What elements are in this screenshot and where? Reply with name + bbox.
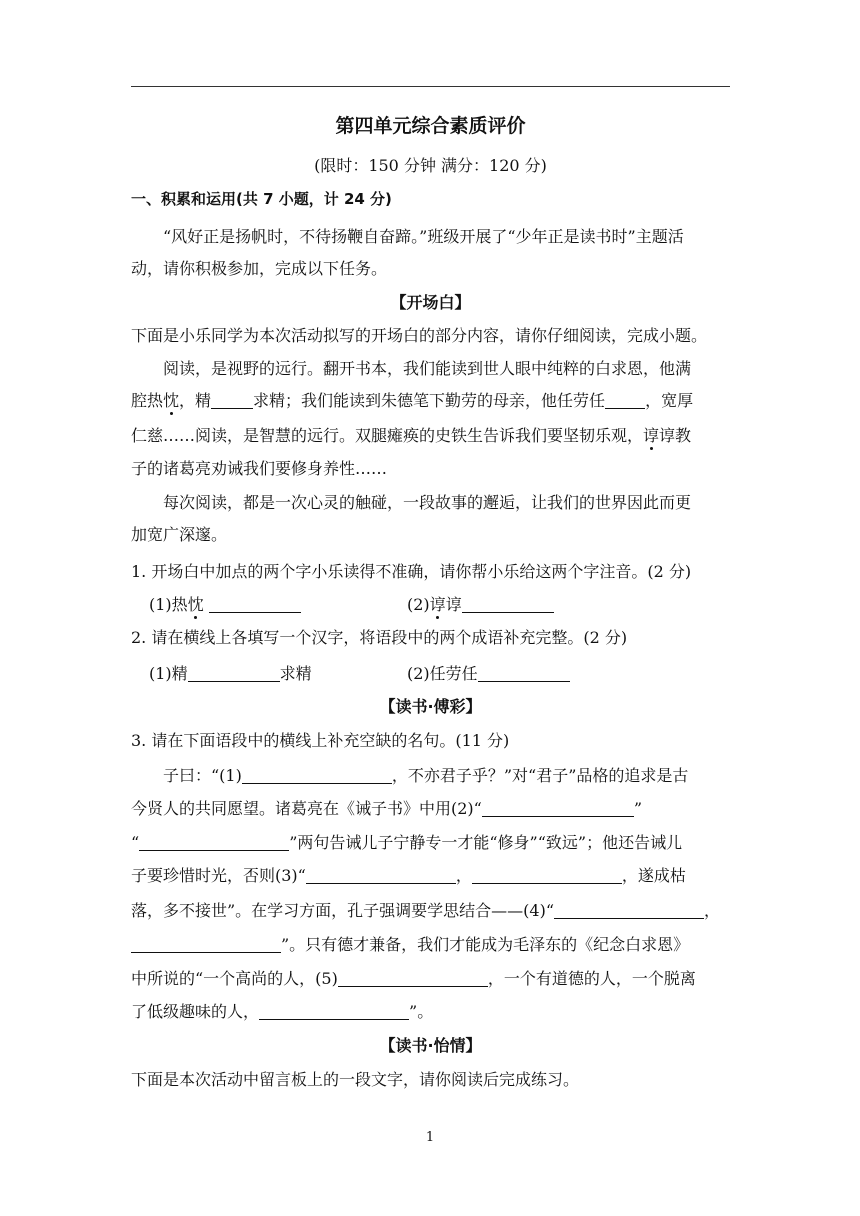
heading-kaichangbai: 【开场白】 xyxy=(390,293,471,312)
passage-line-1: 阅读，是视野的远行。翻开书本，我们能读到世人眼中纯粹的白求恩，他满 xyxy=(163,359,692,378)
heading-dushu-chuancai: 【读书·傅彩】 xyxy=(379,697,482,716)
passage-line-6: 加宽广深邃。 xyxy=(131,525,228,544)
answer-blank[interactable] xyxy=(188,665,280,682)
answer-blank[interactable] xyxy=(139,834,289,851)
passage-line-3: 仁慈……阅读，是智慧的远行。双腿瘫痪的史铁生告诉我们要坚韧乐观，谆谆教 xyxy=(131,426,692,445)
dotted-char: 谆 xyxy=(643,426,660,445)
q3-line-2: 今贤人的共同愿望。诸葛亮在《诫子书》中用(2)“ ” xyxy=(131,799,643,818)
question-3: 3. 请在下面语段中的横线上补充空缺的名句。(11 分) xyxy=(131,731,510,750)
answer-blank[interactable] xyxy=(306,867,456,884)
question-2-answers: (1)精 求精 (2)任劳任 xyxy=(131,663,730,685)
page-number: 1 xyxy=(425,1130,435,1145)
answer-blank[interactable] xyxy=(338,970,488,987)
q3-line-6: ”。只有德才兼备，我们才能成为毛泽东的《纪念白求恩》 xyxy=(131,934,730,956)
section-heading: 一、积累和运用(共 7 小题，计 24 分) xyxy=(131,190,392,208)
answer-blank[interactable] xyxy=(554,902,704,919)
q3-line-7: 中所说的“一个高尚的人，(5) ，一个有道德的人，一个脱离 xyxy=(131,969,696,988)
passage-line-4: 子的诸葛亮劝诫我们要修身养性…… xyxy=(131,459,388,478)
answer-blank[interactable] xyxy=(472,867,622,884)
question-1: 1. 开场白中加点的两个字小乐读得不准确，请你帮小乐给这两个字注音。(2 分) xyxy=(131,562,692,581)
lead-text-1: 下面是小乐同学为本次活动拟写的开场白的部分内容，请你仔细阅读，完成小题。 xyxy=(131,326,708,345)
intro-line-1: “风好正是扬帆时，不待扬鞭自奋蹄。”班级开展了“少年正是读书时”主题活 xyxy=(163,227,684,246)
top-rule xyxy=(131,86,730,87)
answer-blank[interactable] xyxy=(482,800,634,817)
answer-blank[interactable] xyxy=(462,596,554,613)
answer-col-2: (2)谆谆 xyxy=(407,594,554,616)
question-2: 2. 请在横线上各填写一个汉字，将语段中的两个成语补充完整。(2 分) xyxy=(131,628,628,647)
page-title: 第四单元综合素质评价 xyxy=(335,115,526,137)
answer-blank[interactable] xyxy=(242,767,392,784)
answer-blank[interactable] xyxy=(478,665,570,682)
answer-col-2: (2)任劳任 xyxy=(407,663,570,685)
q3-line-3: “ ”两句告诫儿子宁静专一才能“修身”“致远”；他还告诫儿 xyxy=(131,833,683,852)
question-1-answers: (1)热忱 (2)谆谆 xyxy=(131,594,730,616)
q3-line-5: 落，多不接世”。在学习方面，孔子强调要学思结合——(4)“ ， xyxy=(131,901,721,920)
q3-line-8: 了低级趣味的人， ”。 xyxy=(131,1002,434,1021)
lead-text-2: 下面是本次活动中留言板上的一段文字，请你阅读后完成练习。 xyxy=(131,1070,580,1089)
exam-subtitle: (限时：150 分钟 满分：120 分) xyxy=(314,156,547,175)
answer-blank[interactable] xyxy=(211,392,253,409)
dotted-char: 忱 xyxy=(163,391,180,410)
dotted-char: 谆 xyxy=(429,595,446,614)
heading-dushu-yiqing: 【读书·怡情】 xyxy=(379,1036,482,1055)
q3-line-4: 子要珍惜时光，否则(3)“ ， ，遂成枯 xyxy=(131,866,686,885)
dotted-char: 忱 xyxy=(187,595,204,614)
passage-line-2: 腔热忱，精 求精；我们能读到朱德笔下勤劳的母亲，他任劳任 ，宽厚 xyxy=(131,391,694,410)
answer-blank[interactable] xyxy=(209,596,301,613)
answer-blank[interactable] xyxy=(605,392,645,409)
answer-blank[interactable] xyxy=(131,936,281,953)
answer-blank[interactable] xyxy=(259,1003,409,1020)
passage-line-5: 每次阅读，都是一次心灵的触碰，一段故事的邂逅，让我们的世界因此而更 xyxy=(163,493,692,512)
q3-line-1: 子曰：“(1) ，不亦君子乎？”对“君子”品格的追求是古 xyxy=(163,766,689,785)
intro-line-2: 动，请你积极参加，完成以下任务。 xyxy=(131,259,388,278)
